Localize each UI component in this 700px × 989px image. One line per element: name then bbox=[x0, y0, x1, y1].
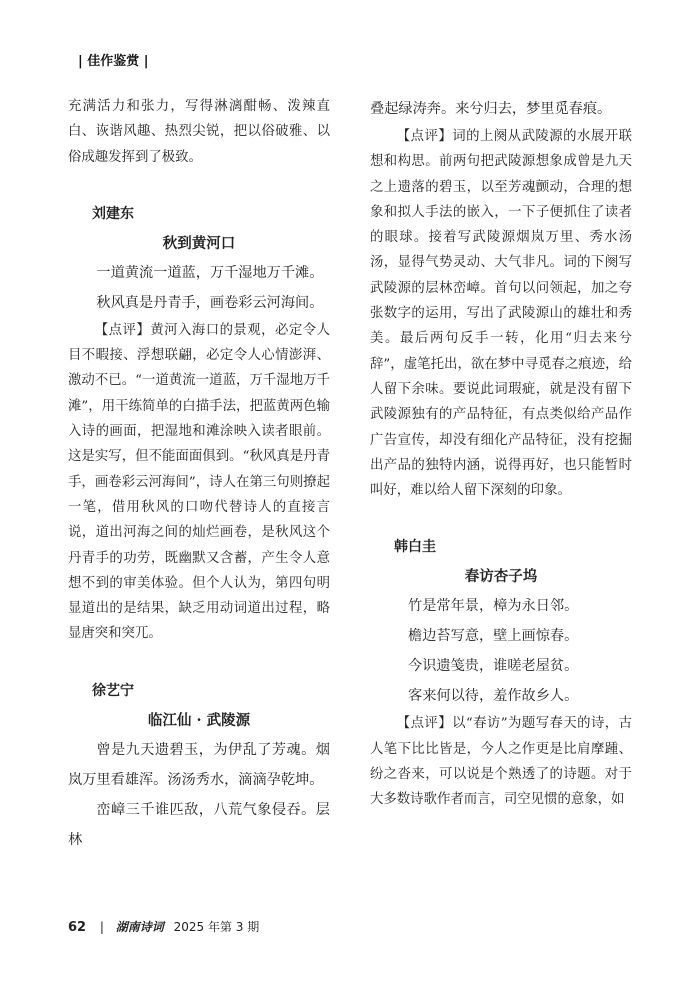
poem-line: 峦嶂三千谁匹敌，八荒气象侵吞。层林 bbox=[68, 801, 330, 848]
commentary-paragraph: 【点评】词的上阕从武陵源的水展开联想和构思。前两句把武陵源想象成曾是九天之上遗落的碧玉，以至芳魂颤动，合理的想象和拟人手法的嵌入，一下子便抓住了读者的眼球。接着写武陵源烟岚万里、秀水汤汤，显得气势灵动、大气非凡。词的下阕写武陵源的层林峦嶂。首句以问领起，加之夸张数字的运用，写出了武陵源山的雄壮和秀美。最后两句反手一转，化用“归去来兮辞”，虚笔托出，欲在梦中寻觅春之痕迹，给人留下余味。要说此词瑕疵，就是没有留下武陵源独有的产品特征，有点类似给产品作广告宣传，却没有细化产品特征，没有挖掘出产品的独特内涵，说得再好，也只能暂时叫好，难以给人留下深刻的印象。 bbox=[370, 129, 632, 499]
author-name: 韩白圭 bbox=[394, 539, 436, 556]
poem-line: 竹是常年景，樟为永日邻。 bbox=[408, 598, 579, 615]
author-name: 徐艺宁 bbox=[92, 682, 134, 699]
poem-title: 春访杏子坞 bbox=[464, 568, 538, 586]
section-header: | 佳作鉴赏 | bbox=[78, 54, 149, 69]
commentary-paragraph: 【点评】以“春访”为题写春天的诗，古人笔下比比皆是，今人之作更是比肩摩踵、纷之沓来，可以说是个熟透了的诗题。对于大多数诗歌作者而言，司空见惯的意象，如 bbox=[370, 716, 632, 808]
issue-label: 2025 年第 3 期 bbox=[173, 920, 260, 934]
right-column bbox=[370, 94, 632, 813]
poem-line: 客来何以待，羞作故乡人。 bbox=[408, 688, 579, 705]
commentary-paragraph: 【点评】黄河入海口的景观，必定令人目不暇接、浮想联翩，必定令人心情澎湃、激动不已。“一道黄流一道蓝，万千湿地万千滩”，用干练简单的白描手法，把蓝黄两色输入诗的画面，把湿地和滩涂映入读者眼前。这是实写，但不能面面俱到。“秋风真是丹青手，画卷彩云河海间”，诗人在第三句则撩起一笔，借用秋风的口吻代替诗人的直接言说，道出河海之间的灿烂画卷，是秋风这个丹青手的功劳，既幽默又含蓄，产生令人意想不到的审美体验。但个人认为，第四句明显道出的是结果，缺乏用动词道出过程，略显唐突和突兀。 bbox=[68, 322, 330, 642]
left-column bbox=[68, 94, 330, 855]
poem-line: 秋风真是丹青手，画卷彩云河海间。 bbox=[96, 294, 324, 311]
poem-line: 一道黄流一道蓝，万千湿地万千滩。 bbox=[96, 264, 324, 281]
poem-line: 今识遗笺贵，谁嗟老屋贫。 bbox=[408, 658, 579, 675]
poem-title: 临江仙 · 武陵源 bbox=[147, 711, 251, 729]
page-number: 62 bbox=[68, 920, 87, 935]
poem-line: 叠起绿涛奔。来兮归去，梦里觅春痕。 bbox=[370, 101, 612, 117]
poem-line: 曾是九天遗碧玉，为伊乱了芳魂。烟岚万里看雄浑。汤汤秀水，滴滴孕乾坤。 bbox=[68, 741, 330, 788]
page-footer bbox=[68, 918, 259, 935]
poem-title: 秋到黄河口 bbox=[162, 234, 236, 252]
intro-paragraph: 充满活力和张力，写得淋漓酣畅、泼辣直白、诙谐风趣、热烈尖锐，把以俗破雅、以俗成趣发挥到了极致。 bbox=[68, 99, 330, 165]
author-name: 刘建东 bbox=[92, 205, 134, 222]
footer-separator: | bbox=[99, 920, 104, 934]
poem-line: 檐边苔写意，壁上画惊春。 bbox=[408, 628, 579, 645]
magazine-logo: 湖南诗词 bbox=[115, 920, 164, 934]
